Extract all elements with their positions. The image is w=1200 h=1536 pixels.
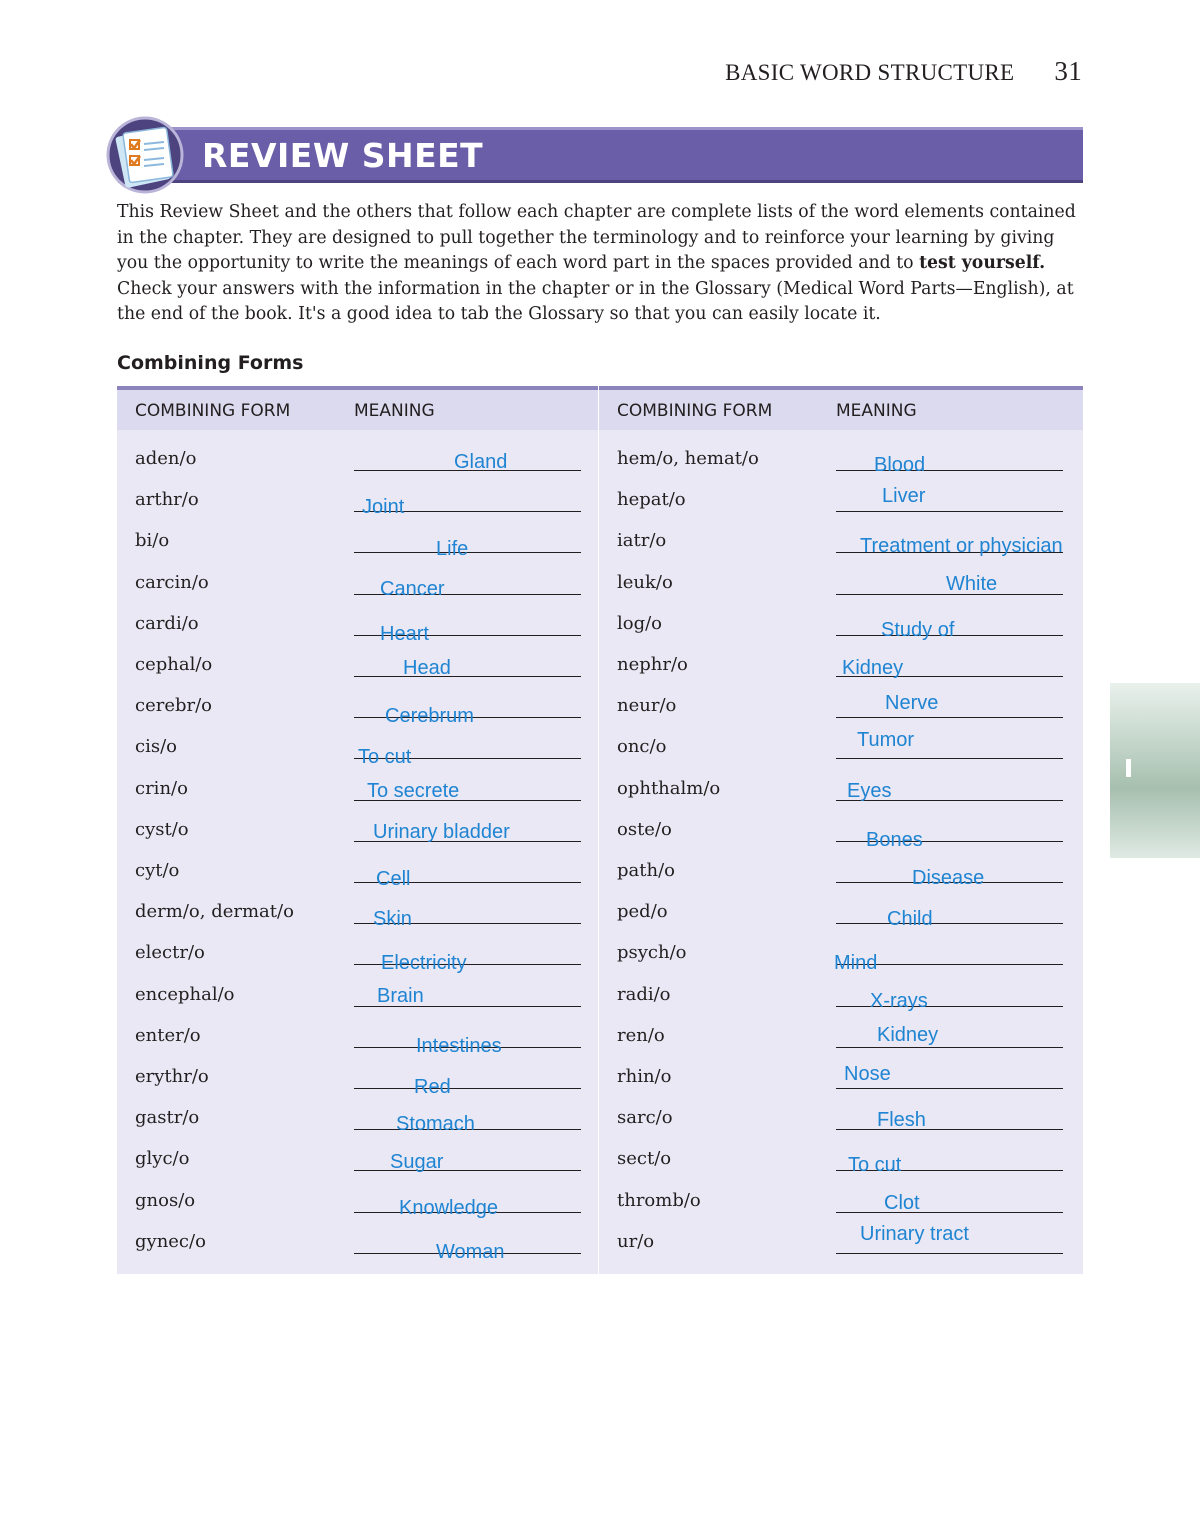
- table-row: [117, 685, 598, 726]
- meaning-answer: Cancer: [380, 577, 445, 600]
- combining-form: hem/o, hemat/o: [617, 448, 759, 469]
- combining-form: glyc/o: [135, 1148, 190, 1170]
- meaning-answer: White: [946, 572, 998, 595]
- answer-line[interactable]: [836, 454, 1063, 476]
- answer-line[interactable]: [836, 867, 1063, 889]
- answer-line[interactable]: [836, 729, 1063, 759]
- combining-form: cis/o: [135, 736, 177, 758]
- answer-line[interactable]: [354, 451, 581, 473]
- meaning-answer: Disease: [912, 867, 985, 889]
- answer-line[interactable]: [354, 1076, 581, 1098]
- table-header: [599, 386, 1083, 430]
- combining-form: arthr/o: [135, 489, 199, 511]
- meaning-answer: Stomach: [396, 1113, 475, 1136]
- combining-form: radi/o: [617, 983, 671, 1005]
- combining-form: gnos/o: [135, 1189, 196, 1211]
- meaning-answer: Treatment or physician: [860, 535, 1063, 558]
- col-header-form: COMBINING FORM: [135, 401, 291, 421]
- table-row: [117, 932, 598, 973]
- answer-line[interactable]: [354, 746, 581, 769]
- combining-form: cyst/o: [135, 818, 189, 840]
- table-row: [117, 644, 598, 685]
- meaning-answer: Brain: [377, 984, 424, 1007]
- table-row: [117, 603, 598, 644]
- answer-line[interactable]: [836, 572, 1063, 595]
- combining-form: path/o: [617, 860, 675, 881]
- answer-line[interactable]: [354, 908, 581, 931]
- combining-form: ped/o: [617, 901, 668, 923]
- meaning-answer: Cell: [376, 868, 411, 890]
- combining-forms-table-left: [117, 386, 598, 1274]
- combining-form: electr/o: [135, 942, 205, 964]
- table-row: [599, 1056, 1083, 1097]
- combining-form: iatr/o: [617, 530, 667, 552]
- meaning-answer: Heart: [380, 622, 429, 645]
- answer-line[interactable]: [834, 952, 1063, 975]
- page-number: 31: [1054, 56, 1082, 86]
- table-row: [117, 520, 598, 561]
- combining-form: bi/o: [135, 530, 170, 552]
- answer-line[interactable]: [354, 577, 581, 600]
- meaning-answer: Woman: [436, 1240, 505, 1263]
- table-row: [599, 809, 1083, 850]
- combining-form: sect/o: [617, 1148, 672, 1170]
- col-header-form: COMBINING FORM: [617, 401, 773, 421]
- meaning-answer: Knowledge: [399, 1196, 498, 1219]
- combining-form: cardi/o: [135, 612, 199, 634]
- answer-line[interactable]: [354, 1113, 581, 1136]
- intro-paragraph: This Review Sheet and the others that follow each chapter are complete lists of the word elements contained in the chapter. They are designed to pull together the terminology and to reinforce your learning by giving you the opportunity to write the meanings of each word part in the spaces provided and to test yourself. Check your answers with the information in the chapter or in the Glossary (Medical Word Parts—English), at the end of the book. It's a good idea to tab the Glossary so that you can easily locate it.: [117, 202, 1076, 324]
- combining-form: cyt/o: [135, 860, 180, 881]
- table-row: [117, 809, 598, 850]
- answer-line[interactable]: [836, 1063, 1063, 1089]
- table-row: [599, 644, 1083, 685]
- banner-title: REVIEW SHEET: [202, 136, 484, 175]
- table-row: [117, 850, 598, 891]
- answer-line[interactable]: [836, 1222, 1063, 1254]
- answer-line[interactable]: [836, 908, 1063, 931]
- meaning-answer: Nose: [844, 1063, 891, 1085]
- answer-line[interactable]: [836, 779, 1063, 802]
- combining-form: sarc/o: [617, 1107, 673, 1129]
- col-header-meaning: MEANING: [354, 401, 435, 421]
- table-row: [117, 438, 598, 479]
- answer-line[interactable]: [354, 622, 581, 645]
- table-row: [599, 1138, 1083, 1179]
- table-row: [117, 1138, 598, 1179]
- table-header: [117, 386, 598, 430]
- meaning-answer: Sugar: [390, 1151, 444, 1174]
- answer-line[interactable]: [836, 989, 1063, 1012]
- meaning-answer: Eyes: [847, 779, 892, 802]
- meaning-answer: X-rays: [870, 989, 928, 1012]
- meaning-answer: Clot: [884, 1191, 920, 1214]
- combining-form: gynec/o: [135, 1230, 206, 1252]
- table-row: [117, 1097, 598, 1138]
- meaning-answer: Red: [414, 1076, 451, 1098]
- combining-form: psych/o: [617, 942, 687, 964]
- answer-line[interactable]: [836, 535, 1063, 558]
- answer-line[interactable]: [836, 485, 1063, 512]
- answer-line[interactable]: [836, 657, 1063, 679]
- table-row: [599, 932, 1083, 973]
- combining-form: neur/o: [617, 695, 677, 717]
- combining-form: enter/o: [135, 1024, 201, 1046]
- tab-marker: [1126, 759, 1131, 777]
- meaning-answer: Flesh: [877, 1109, 926, 1132]
- combining-forms-table-right: [599, 386, 1083, 1274]
- combining-form: nephr/o: [617, 654, 688, 675]
- table-row: [599, 685, 1083, 726]
- meaning-answer: Cerebrum: [385, 705, 474, 728]
- meaning-answer: Kidney: [877, 1023, 939, 1046]
- answer-line[interactable]: [354, 1151, 581, 1174]
- answer-line[interactable]: [354, 820, 581, 843]
- table-row: [599, 768, 1083, 809]
- meaning-answer: Intestines: [416, 1034, 502, 1057]
- answer-line[interactable]: [354, 984, 581, 1007]
- meaning-answer: Mind: [834, 952, 878, 975]
- meaning-answer: Head: [403, 657, 451, 679]
- col-header-meaning: MEANING: [836, 401, 917, 421]
- answer-line[interactable]: [354, 1034, 581, 1057]
- meaning-answer: Child: [887, 908, 933, 931]
- answer-line[interactable]: [354, 657, 581, 679]
- table-row: [117, 479, 598, 520]
- meaning-answer: Study of: [881, 618, 955, 641]
- meaning-answer: Tumor: [857, 729, 915, 752]
- answer-line[interactable]: [354, 1240, 581, 1263]
- checklist-icon: [104, 116, 186, 194]
- combining-form: thromb/o: [617, 1189, 701, 1211]
- answer-line[interactable]: [836, 828, 1063, 851]
- meaning-answer: Bones: [866, 828, 923, 851]
- combining-form: carcin/o: [135, 571, 209, 593]
- table-row: [599, 1097, 1083, 1138]
- combining-form: erythr/o: [135, 1066, 209, 1087]
- combining-form: ophthalm/o: [617, 777, 721, 799]
- table-row: [117, 1221, 598, 1262]
- answer-line[interactable]: [354, 952, 581, 975]
- combining-form: rhin/o: [617, 1066, 672, 1087]
- answer-line[interactable]: [836, 1154, 1063, 1177]
- table-row: [117, 562, 598, 603]
- combining-form: gastr/o: [135, 1107, 200, 1129]
- combining-form: oste/o: [617, 818, 672, 840]
- table-row: [599, 891, 1083, 932]
- meaning-answer: Electricity: [381, 952, 467, 975]
- review-sheet-banner: [118, 127, 1083, 183]
- table-row: [117, 891, 598, 932]
- table-row: [599, 850, 1083, 891]
- answer-line[interactable]: [836, 1109, 1063, 1132]
- answer-line[interactable]: [836, 1191, 1063, 1214]
- combining-form: leuk/o: [617, 571, 673, 593]
- combining-form: crin/o: [135, 777, 188, 799]
- combining-form: ren/o: [617, 1024, 665, 1046]
- table-row: [117, 974, 598, 1015]
- answer-line[interactable]: [836, 1023, 1063, 1048]
- combining-form: cephal/o: [135, 654, 213, 675]
- meaning-answer: Skin: [373, 908, 412, 931]
- meaning-answer: Liver: [882, 485, 926, 508]
- answer-line[interactable]: [354, 1196, 581, 1219]
- running-title: BASIC WORD STRUCTURE: [725, 60, 1015, 85]
- answer-line[interactable]: [354, 496, 581, 519]
- combining-form: aden/o: [135, 448, 197, 469]
- meaning-answer: Nerve: [885, 692, 939, 715]
- table-row: [117, 768, 598, 809]
- table-row: [599, 520, 1083, 561]
- combining-form: cerebr/o: [135, 695, 213, 717]
- table-row: [117, 1056, 598, 1097]
- table-row: [599, 1221, 1083, 1262]
- answer-line[interactable]: [836, 692, 1063, 718]
- table-row: [117, 1180, 598, 1221]
- meaning-answer: To cut: [358, 746, 412, 769]
- answer-line[interactable]: [354, 538, 581, 561]
- running-head: [725, 56, 1082, 87]
- meaning-answer: Blood: [874, 454, 926, 476]
- table-row: [599, 1015, 1083, 1056]
- combining-form: encephal/o: [135, 983, 235, 1005]
- table-row: [599, 479, 1083, 520]
- table-row: [599, 1180, 1083, 1221]
- combining-form: hepat/o: [617, 489, 686, 511]
- table-row: [117, 1015, 598, 1056]
- meaning-answer: Life: [436, 538, 469, 561]
- section-title: Combining Forms: [117, 352, 304, 374]
- meaning-answer: Gland: [454, 451, 508, 473]
- meaning-answer: To secrete: [367, 779, 460, 802]
- meaning-answer: Kidney: [842, 657, 904, 679]
- answer-line[interactable]: [354, 868, 581, 890]
- combining-form: derm/o, dermat/o: [135, 901, 294, 923]
- answer-line[interactable]: [836, 618, 1063, 641]
- table-row: [117, 726, 598, 767]
- meaning-answer: Joint: [362, 496, 405, 519]
- test-yourself-emphasis: test yourself.: [919, 253, 1046, 273]
- table-row: [599, 562, 1083, 603]
- chapter-edge-tab: [1110, 683, 1200, 858]
- table-row: [599, 726, 1083, 767]
- answer-line[interactable]: [354, 705, 581, 728]
- combining-form: onc/o: [617, 736, 667, 758]
- table-row: [599, 974, 1083, 1015]
- answer-line[interactable]: [354, 779, 581, 802]
- table-row: [599, 438, 1083, 479]
- combining-form: ur/o: [617, 1230, 655, 1252]
- table-row: [599, 603, 1083, 644]
- combining-form: log/o: [617, 612, 663, 634]
- meaning-answer: Urinary tract: [860, 1222, 969, 1245]
- meaning-answer: Urinary bladder: [373, 820, 510, 843]
- meaning-answer: To cut: [848, 1154, 902, 1177]
